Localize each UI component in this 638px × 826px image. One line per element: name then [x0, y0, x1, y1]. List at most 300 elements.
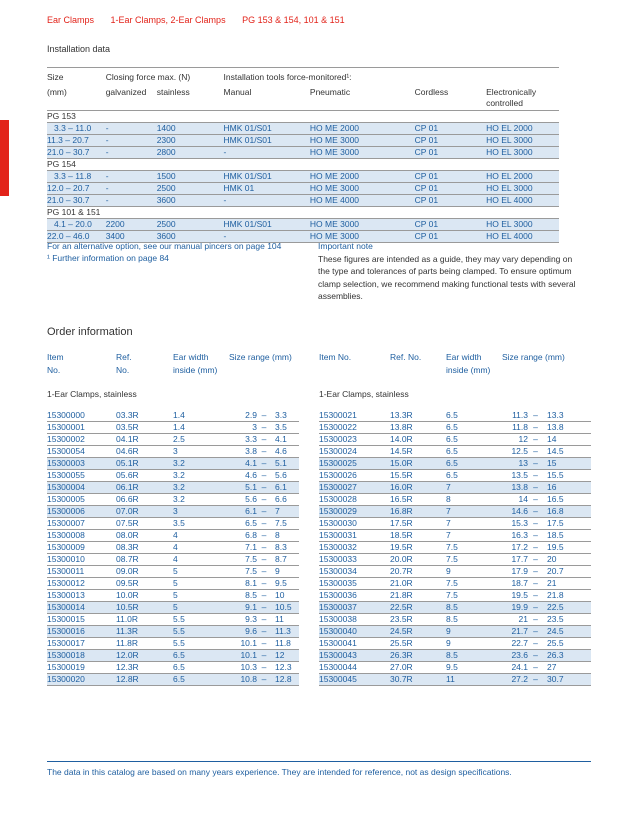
- order-row: [47, 578, 299, 590]
- ref-no: 20.7R: [390, 566, 446, 578]
- size-min: 19.9: [503, 602, 528, 614]
- size-max: 4.1: [271, 434, 299, 446]
- table-cell: 3.3 – 11.0: [54, 123, 92, 133]
- size-dash: –: [257, 614, 271, 626]
- table-cell: 2800: [156, 147, 176, 157]
- order-row: [47, 602, 299, 614]
- ear-width: 4: [173, 554, 231, 566]
- ref-no: 16.0R: [390, 482, 446, 494]
- order-row: [47, 638, 299, 650]
- size-dash: –: [528, 542, 543, 554]
- table-row: [47, 183, 559, 195]
- size-max: 24.5: [543, 626, 591, 638]
- ref-no: 07.0R: [116, 506, 173, 518]
- table-cell: HO ME 4000: [309, 195, 360, 205]
- order-row: [319, 410, 591, 422]
- order-row: [319, 422, 591, 434]
- size-min: 18.7: [503, 578, 528, 590]
- size-min: 6.1: [231, 506, 257, 518]
- table-cell: HO EL 3000: [486, 183, 533, 193]
- item-no: 15300038: [319, 614, 390, 626]
- size-min: 3.3: [231, 434, 257, 446]
- ear-width: 4: [173, 542, 231, 554]
- size-max: 17.5: [543, 518, 591, 530]
- ref-no: 03.3R: [116, 410, 173, 422]
- ear-width: 11: [446, 674, 503, 686]
- order-row: [319, 674, 591, 686]
- size-min: 14.6: [503, 506, 528, 518]
- item-no: 15300041: [319, 638, 390, 650]
- col-manual: Manual: [224, 85, 310, 111]
- table-cell: -: [105, 183, 109, 193]
- table-cell: -: [105, 147, 109, 157]
- size-min: 17.7: [503, 554, 528, 566]
- ref-no: 04.1R: [116, 434, 173, 446]
- ear-width: 6.5: [446, 470, 503, 482]
- order-row: [47, 482, 299, 494]
- ref-no: 17.5R: [390, 518, 446, 530]
- ear-width: 5: [173, 590, 231, 602]
- size-max: 30.7: [543, 674, 591, 686]
- size-min: 13.5: [503, 470, 528, 482]
- size-max: 16.8: [543, 506, 591, 518]
- item-no: 15300001: [47, 422, 116, 434]
- size-dash: –: [257, 626, 271, 638]
- item-no: 15300029: [319, 506, 390, 518]
- size-max: 20: [543, 554, 591, 566]
- size-min: 11.3: [503, 410, 528, 422]
- order-row: [319, 506, 591, 518]
- size-dash: –: [257, 602, 271, 614]
- ref-no: 12.0R: [116, 650, 173, 662]
- size-min: 12: [503, 434, 528, 446]
- size-dash: –: [528, 590, 543, 602]
- size-min: 5.6: [231, 494, 257, 506]
- ear-width: 2.5: [173, 434, 231, 446]
- item-no: 15300015: [47, 614, 116, 626]
- ref-no: 16.8R: [390, 506, 446, 518]
- size-min: 2.9: [231, 410, 257, 422]
- size-min: 11.8: [503, 422, 528, 434]
- item-no: 15300045: [319, 674, 390, 686]
- col-stainless: stainless: [157, 85, 224, 111]
- size-max: 12: [271, 650, 299, 662]
- table-cell: -: [105, 135, 109, 145]
- size-dash: –: [257, 506, 271, 518]
- ref-no: 11.0R: [116, 614, 173, 626]
- table-cell: CP 01: [414, 195, 439, 205]
- footnote: ¹ Further information on page 84: [47, 253, 169, 263]
- table-cell: 1400: [156, 123, 176, 133]
- size-min: 8.5: [231, 590, 257, 602]
- item-no: 15300010: [47, 554, 116, 566]
- table-row: [47, 195, 559, 207]
- size-dash: –: [257, 494, 271, 506]
- table-cell: 2200: [105, 219, 125, 229]
- ref-no: 16.5R: [390, 494, 446, 506]
- size-dash: –: [257, 518, 271, 530]
- ref-no: 08.0R: [116, 530, 173, 542]
- size-max: 9: [271, 566, 299, 578]
- notes-left: [47, 240, 307, 264]
- size-min: 8.1: [231, 578, 257, 590]
- size-min: 9.6: [231, 626, 257, 638]
- table-cell: HMK 01/S01: [223, 123, 272, 133]
- size-dash: –: [528, 494, 543, 506]
- order-row: [319, 578, 591, 590]
- size-max: 27: [543, 662, 591, 674]
- table-row: [47, 147, 559, 159]
- item-no: 15300014: [47, 602, 116, 614]
- size-dash: –: [257, 458, 271, 470]
- item-no: 15300005: [47, 494, 116, 506]
- ear-width: 8.5: [446, 614, 503, 626]
- size-max: 13.3: [543, 410, 591, 422]
- order-row: [47, 410, 299, 422]
- order-row: [319, 530, 591, 542]
- size-dash: –: [257, 530, 271, 542]
- table-cell: 3.3 – 11.8: [54, 171, 92, 181]
- order-row: [47, 458, 299, 470]
- size-max: 4.6: [271, 446, 299, 458]
- order-row: [319, 518, 591, 530]
- order-row: [47, 626, 299, 638]
- footer-disclaimer: The data in this catalog are based on many years experience. They are intended for reference, not as design specifications.: [47, 767, 512, 777]
- item-no: 15300054: [47, 446, 116, 458]
- size-max: 3.3: [271, 410, 299, 422]
- size-min: 24.1: [503, 662, 528, 674]
- size-max: 14.5: [543, 446, 591, 458]
- size-min: 6.8: [231, 530, 257, 542]
- ear-width: 3.2: [173, 494, 231, 506]
- table-cell: CP 01: [414, 171, 439, 181]
- size-max: 16.5: [543, 494, 591, 506]
- size-dash: –: [528, 506, 543, 518]
- item-no: 15300026: [319, 470, 390, 482]
- table-cell: 2500: [156, 219, 176, 229]
- ref-no: 24.5R: [390, 626, 446, 638]
- order-row: [47, 554, 299, 566]
- order-row: [319, 602, 591, 614]
- group-label: PG 153: [47, 111, 76, 121]
- size-dash: –: [257, 554, 271, 566]
- size-dash: –: [528, 470, 543, 482]
- ear-width: 7.5: [446, 554, 503, 566]
- ref-no: 10.0R: [116, 590, 173, 602]
- size-max: 11: [271, 614, 299, 626]
- ref-no: 23.5R: [390, 614, 446, 626]
- order-row: [47, 590, 299, 602]
- ref-no: 08.3R: [116, 542, 173, 554]
- table-cell: -: [223, 195, 227, 205]
- item-no: 15300003: [47, 458, 116, 470]
- ear-width: 6.5: [173, 650, 231, 662]
- ear-width: 7.5: [446, 542, 503, 554]
- size-dash: –: [257, 662, 271, 674]
- item-no: 15300031: [319, 530, 390, 542]
- size-min: 12.5: [503, 446, 528, 458]
- size-max: 15: [543, 458, 591, 470]
- size-min: 15.3: [503, 518, 528, 530]
- size-max: 11.3: [271, 626, 299, 638]
- order-left-title: 1-Ear Clamps, stainless: [47, 389, 137, 399]
- order-row: [319, 542, 591, 554]
- size-max: 25.5: [543, 638, 591, 650]
- order-row: [47, 494, 299, 506]
- footer-divider: [47, 761, 591, 762]
- order-row: [319, 554, 591, 566]
- order-row: [319, 458, 591, 470]
- size-min: 5.1: [231, 482, 257, 494]
- size-max: 8.7: [271, 554, 299, 566]
- ref-no: 06.6R: [116, 494, 173, 506]
- size-max: 26.3: [543, 650, 591, 662]
- size-min: 27.2: [503, 674, 528, 686]
- size-dash: –: [257, 446, 271, 458]
- item-no: 15300027: [319, 482, 390, 494]
- size-min: 7.5: [231, 554, 257, 566]
- size-dash: –: [257, 674, 271, 686]
- size-min: 10.1: [231, 638, 257, 650]
- size-dash: –: [257, 422, 271, 434]
- page-edge-marker: [0, 120, 9, 196]
- ref-no: 05.6R: [116, 470, 173, 482]
- size-min: 10.3: [231, 662, 257, 674]
- ear-width: 3.2: [173, 482, 231, 494]
- ear-width: 6.5: [446, 422, 503, 434]
- ear-width: 7: [446, 530, 503, 542]
- size-min: 14: [503, 494, 528, 506]
- ear-width: 6.5: [446, 410, 503, 422]
- item-no: 15300034: [319, 566, 390, 578]
- item-no: 15300055: [47, 470, 116, 482]
- size-dash: –: [528, 530, 543, 542]
- ear-width: 8: [446, 494, 503, 506]
- ear-width: 6.5: [446, 446, 503, 458]
- item-no: 15300013: [47, 590, 116, 602]
- item-no: 15300000: [47, 410, 116, 422]
- size-min: 9.1: [231, 602, 257, 614]
- order-table-right: [319, 410, 591, 686]
- ref-no: 07.5R: [116, 518, 173, 530]
- alt-option-note: For an alternative option, see our manual pincers on page 104: [47, 241, 282, 251]
- table-cell: HO EL 3000: [486, 219, 533, 229]
- ear-width: 7: [446, 506, 503, 518]
- table-row: [47, 219, 559, 231]
- size-max: 21.8: [543, 590, 591, 602]
- table-cell: -: [105, 195, 109, 205]
- size-min: 10.8: [231, 674, 257, 686]
- ref-no: 08.7R: [116, 554, 173, 566]
- ear-width: 8.5: [446, 650, 503, 662]
- item-no: 15300019: [47, 662, 116, 674]
- table-cell: HO EL 3000: [486, 147, 533, 157]
- table-cell: 2300: [156, 135, 176, 145]
- table-cell: HMK 01/S01: [223, 219, 272, 229]
- item-no: 15300016: [47, 626, 116, 638]
- order-row: [47, 530, 299, 542]
- size-max: 7.5: [271, 518, 299, 530]
- item-no: 15300024: [319, 446, 390, 458]
- size-min: 19.5: [503, 590, 528, 602]
- ref-no: 10.5R: [116, 602, 173, 614]
- table-cell: -: [105, 171, 109, 181]
- order-row: [319, 494, 591, 506]
- ear-width: 5: [173, 602, 231, 614]
- header-section: Ear Clamps: [47, 15, 95, 25]
- table-cell: CP 01: [414, 231, 439, 241]
- order-row: [47, 518, 299, 530]
- order-row: [47, 434, 299, 446]
- ref-no: 05.1R: [116, 458, 173, 470]
- header-size-range: Size range (mm): [502, 352, 565, 362]
- size-dash: –: [257, 590, 271, 602]
- order-row: [47, 650, 299, 662]
- order-row: [319, 482, 591, 494]
- ref-no: 15.0R: [390, 458, 446, 470]
- table-cell: HO ME 3000: [309, 183, 360, 193]
- page-header: [47, 15, 359, 25]
- header-ear-width: Ear width inside (mm): [173, 352, 218, 375]
- col-size: Size: [47, 68, 106, 86]
- size-max: 18.5: [543, 530, 591, 542]
- order-row: [319, 650, 591, 662]
- table-cell: 22.0 – 46.0: [47, 231, 90, 241]
- size-dash: –: [528, 662, 543, 674]
- table-cell: CP 01: [414, 147, 439, 157]
- installation-table: [47, 67, 559, 243]
- ref-no: 21.0R: [390, 578, 446, 590]
- order-row: [47, 566, 299, 578]
- table-cell: -: [105, 123, 109, 133]
- table-cell: CP 01: [414, 123, 439, 133]
- table-cell: 12.0 – 20.7: [47, 183, 90, 193]
- size-max: 6.1: [271, 482, 299, 494]
- order-row: [47, 674, 299, 686]
- size-max: 10.5: [271, 602, 299, 614]
- ear-width: 6.5: [446, 434, 503, 446]
- ref-no: 09.5R: [116, 578, 173, 590]
- size-dash: –: [528, 650, 543, 662]
- table-cell: HMK 01/S01: [223, 171, 272, 181]
- table-row: [47, 135, 559, 147]
- ear-width: 8.5: [446, 602, 503, 614]
- item-no: 15300028: [319, 494, 390, 506]
- size-max: 11.8: [271, 638, 299, 650]
- size-max: 10: [271, 590, 299, 602]
- size-max: 22.5: [543, 602, 591, 614]
- table-cell: 3600: [156, 231, 176, 241]
- ear-width: 3.2: [173, 470, 231, 482]
- size-dash: –: [528, 638, 543, 650]
- item-no: 15300011: [47, 566, 116, 578]
- order-row: [47, 470, 299, 482]
- table-cell: 3600: [156, 195, 176, 205]
- item-no: 15300004: [47, 482, 116, 494]
- ref-no: 22.5R: [390, 602, 446, 614]
- important-note: [318, 240, 580, 303]
- table-row: [47, 123, 559, 135]
- size-min: 3.8: [231, 446, 257, 458]
- ear-width: 9: [446, 638, 503, 650]
- order-row: [47, 614, 299, 626]
- size-min: 23.6: [503, 650, 528, 662]
- order-right-title: 1-Ear Clamps, stainless: [319, 389, 409, 399]
- item-no: 15300025: [319, 458, 390, 470]
- size-min: 7.5: [231, 566, 257, 578]
- order-row: [319, 590, 591, 602]
- ear-width: 3: [173, 446, 231, 458]
- group-row: [47, 111, 559, 123]
- table-cell: 1500: [156, 171, 176, 181]
- group-row: [47, 159, 559, 171]
- table-cell: 4.1 – 20.0: [54, 219, 92, 229]
- col-cordless: Cordless: [415, 85, 486, 111]
- ear-width: 7: [446, 518, 503, 530]
- installation-data-title: Installation data: [47, 44, 111, 54]
- ref-no: 11.3R: [116, 626, 173, 638]
- size-max: 20.7: [543, 566, 591, 578]
- size-min: 17.2: [503, 542, 528, 554]
- table-cell: -: [223, 147, 227, 157]
- table-cell: HO EL 4000: [486, 231, 533, 241]
- ref-no: 04.6R: [116, 446, 173, 458]
- ref-no: 19.5R: [390, 542, 446, 554]
- order-row: [319, 470, 591, 482]
- order-row: [319, 638, 591, 650]
- item-no: 15300007: [47, 518, 116, 530]
- order-row: [47, 446, 299, 458]
- ear-width: 6.5: [173, 674, 231, 686]
- size-max: 15.5: [543, 470, 591, 482]
- size-max: 14: [543, 434, 591, 446]
- item-no: 15300035: [319, 578, 390, 590]
- table-cell: HO EL 2000: [486, 123, 533, 133]
- table-cell: -: [223, 231, 227, 241]
- size-max: 3.5: [271, 422, 299, 434]
- size-max: 13.8: [543, 422, 591, 434]
- size-max: 8.3: [271, 542, 299, 554]
- size-dash: –: [528, 518, 543, 530]
- col-tools: Installation tools force-monitored¹:: [224, 68, 559, 86]
- size-dash: –: [257, 638, 271, 650]
- ear-width: 3.2: [173, 458, 231, 470]
- ref-no: 03.5R: [116, 422, 173, 434]
- ref-no: 21.8R: [390, 590, 446, 602]
- table-cell: 11.3 – 20.7: [47, 135, 89, 145]
- item-no: 15300040: [319, 626, 390, 638]
- size-dash: –: [528, 674, 543, 686]
- size-dash: –: [257, 566, 271, 578]
- size-dash: –: [528, 602, 543, 614]
- header-ear-width: Ear width inside (mm): [446, 352, 491, 375]
- item-no: 15300017: [47, 638, 116, 650]
- table-cell: HMK 01: [223, 183, 255, 193]
- col-pneumatic: Pneumatic: [310, 85, 415, 111]
- ref-no: 12.3R: [116, 662, 173, 674]
- size-dash: –: [528, 566, 543, 578]
- important-note-text: These figures are intended as a guide, they may vary depending on the type and tolerances of parts being clamped. To ensure optimum clamp selection, we recommend making functional tests with several assemblies.: [318, 253, 576, 301]
- table-cell: CP 01: [414, 135, 439, 145]
- ear-width: 7.5: [446, 590, 503, 602]
- ear-width: 3.5: [173, 518, 231, 530]
- table-cell: 21.0 – 30.7: [47, 195, 90, 205]
- table-cell: HO EL 3000: [486, 135, 533, 145]
- table-cell: HMK 01/S01: [223, 135, 272, 145]
- group-row: [47, 207, 559, 219]
- size-min: 17.9: [503, 566, 528, 578]
- table-cell: HO EL 2000: [486, 171, 533, 181]
